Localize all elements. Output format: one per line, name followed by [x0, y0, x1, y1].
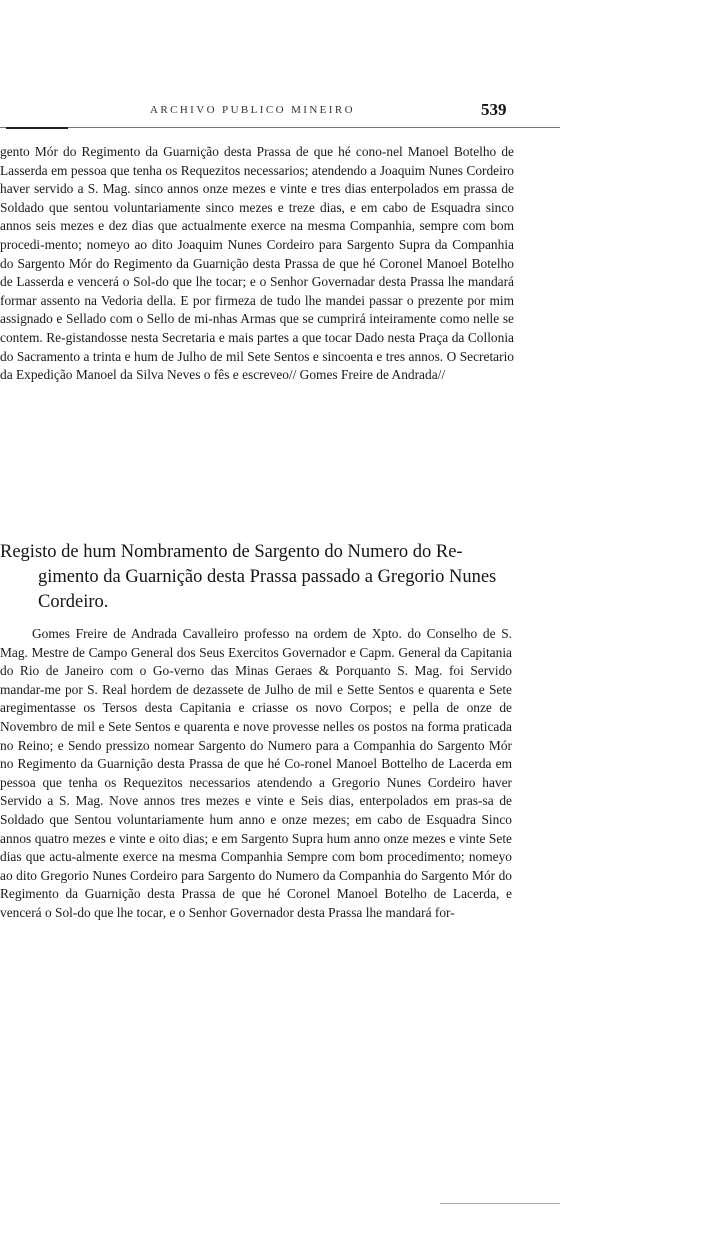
header-rule-accent — [6, 127, 68, 129]
section-title: Registo de hum Nombramento de Sargento do Numero do Re-gimento da Guarnição desta Prassa passado a Gregorio Nunes Cordeiro. — [0, 542, 497, 612]
running-head — [0, 100, 701, 124]
page-number: 539 — [481, 100, 507, 119]
journal-title: ARCHIVO PUBLICO MINEIRO — [150, 104, 355, 116]
header-rule — [0, 127, 560, 128]
paragraph-continued: gento Mór do Regimento da Guarnição desta Prassa de que hé cono-nel Manoel Botelho de Lasserda em pessoa que tenha os Requezitos necessarios; atendendo a Joaquim Nunes Cordeiro haver servido a S. Mag. sinco annos onze mezes e vinte e tres dias enterpolados em prassa de Soldado que sentou voluntariamente sinco mezes e treze dias, e em cabo de Esquadra sinco annos seis mezes e dez dias que actualmente exerce na mesma Companhia, sempre com bom procedi-mento; nomeyo ao dito Joaquim Nunes Cordeiro para Sargento Supra da Companhia do Sargento Mór do Regimento da Guarnição desta Prassa de que hé Coronel Manoel Botelho de Lasserda e vencerá o Sol-do que lhe tocar; e o Senhor Governadar desta Prassa lhe mandará formar assento na Vedoria della. E por firmeza de tudo lhe mandei passar o prezente por mim assignado e Sellado com o Sello de mi-nhas Armas que se cumprirá inteiramente como nelle se contem. Re-gistandosse nesta Secretaria e mais partes a que tocar Dado nesta Praça da Collonia do Sacramento a trinta e hum de Julho de mil Sete Sentos e sincoenta e tres annos. O Secretario da Expedição Manoel da Silva Neves o fês e escreveo// Gomes Freire de Andrada// — [0, 144, 514, 383]
paragraph-body: Gomes Freire de Andrada Cavalleiro professo na ordem de Xpto. do Conselho de S. Mag. Mestre de Campo General dos Seus Exercitos Governador e Capm. General da Capitania do Rio de Janeiro com o Go-verno das Minas Geraes & Porquanto S. Mag. foi Servido mandar-me por S. Real hordem de dezassete de Julho de mil e Sette Sentos e quarenta e Sete aregimentasse os Tersos desta Capitania e criasse os novo Corpos; e pella de onze de Novembro de mil e Sete Sentos e quarenta e nove provesse nelles os postos na forma praticada no Reino; e Sendo pressizo nomear Sargento do Numero para a Companhia do Sargento Mór no Regimento da Guarnição desta Prassa de que hé Co-ronel Manoel Bottelho de Lacerda em pessoa que tenha os Requezitos necessarios atendendo a Gregorio Nunes Cordeiro haver Servido a S. Mag. Nove annos tres mezes e vinte e Seis dias, enterpolados em pras-sa de Soldado que Sentou voluntariamente hum anno e onze mezes; em cabo de Esquadra Sinco annos quatro mezes e vinte e oito dias; e em Sargento Supra hum anno onze mezes e vinte Sete dias que actu-almente exerce na mesma Companhia Sempre com bom procedimento; nomeyo ao dito Gregorio Nunes Cordeiro para Sargento do Numero da Companhia do Sargento Mór do Regimento da Guarnição desta Prassa de que hé Coronel Manoel Botelho de Lacerda, e vencerá o Sol-do que lhe tocar, e o Senhor Governador desta Prassa lhe mandará for- — [0, 626, 512, 920]
footer-rule — [440, 1203, 560, 1204]
